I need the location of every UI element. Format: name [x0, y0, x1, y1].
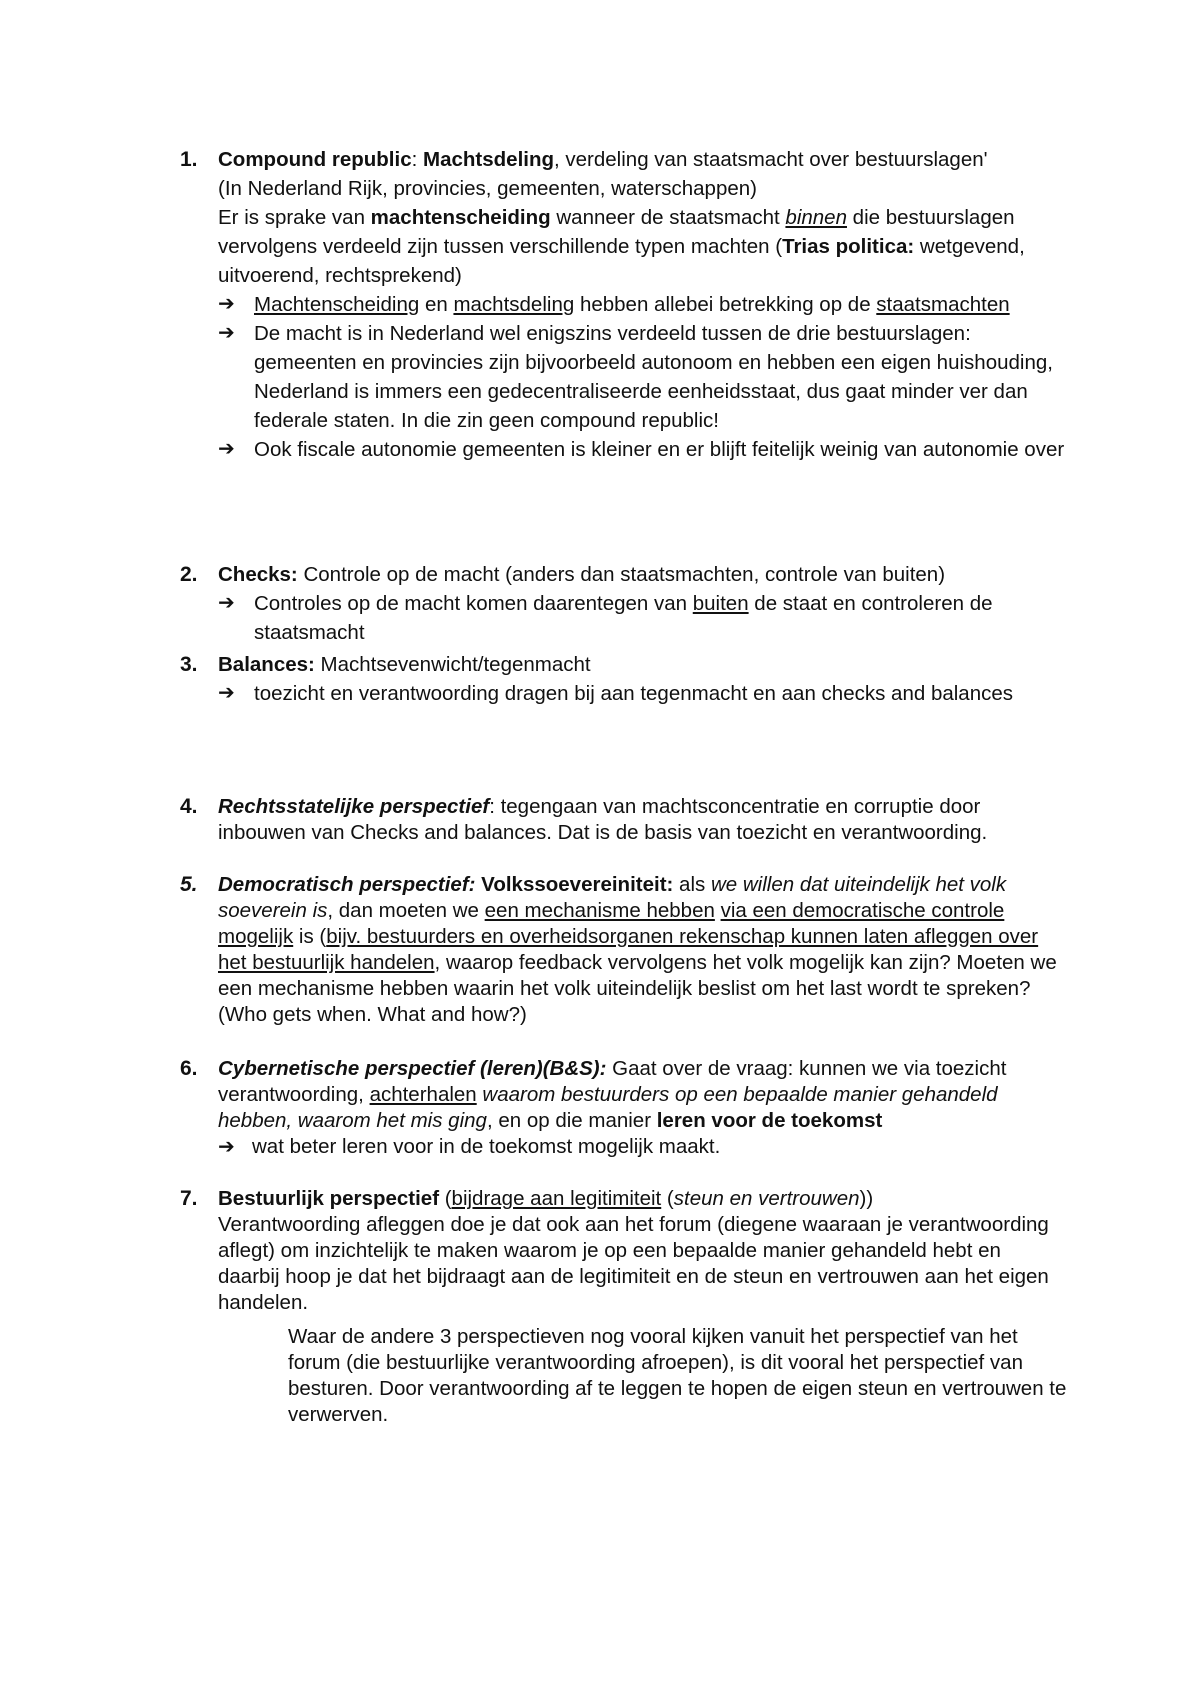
term-bestuurlijk-perspectief: Bestuurlijk perspectief — [218, 1187, 440, 1210]
text: : tegengaan van machtsconcentratie en corruptie door inbouwen van Checks and balances. Dat is de basis van toezicht en verantwoording. — [218, 795, 988, 844]
text: toezicht en verantwoording dragen bij aan tegenmacht en aan checks and balances — [254, 682, 1014, 705]
text: , dan moeten we — [327, 899, 485, 922]
arrow-right-icon: ➔ — [218, 1136, 235, 1158]
text: buiten — [692, 592, 749, 615]
item-number: 6. — [180, 1057, 198, 1080]
text: bijv. bestuurders en overheidsorganen rekenschap kunnen laten afleggen over het bestuurlijk handelen — [218, 925, 1039, 974]
text: )) — [859, 1187, 874, 1210]
item-7-heading — [218, 1186, 1068, 1212]
arrow-bullet — [218, 290, 1068, 319]
term-leren-voor-de-toekomst: leren voor de toekomst — [656, 1109, 883, 1132]
item-1-text: , verdeling van staatsmacht over bestuurslagen' — [554, 148, 988, 171]
text: ( — [661, 1187, 674, 1210]
text: , en op die manier — [486, 1109, 657, 1132]
term-trias-politica: Trias politica: — [782, 235, 915, 258]
item-1-line-2: (In Nederland Rijk, provincies, gemeenten, waterschappen) — [218, 177, 757, 200]
item-7-paragraph: Verantwoording afleggen doe je dat ook aan het forum (diegene waaraan je verantwoording aflegt) om inzichtelijk te maken waarom je op een bepaalde manier gehandeld hebt en daarbij hoop je dat het bijdraagt aan de legitimiteit en de steun en vertrouwen aan het eigen handelen. — [218, 1213, 1049, 1314]
text: via een democratische controle mogelijk — [218, 899, 1005, 948]
text: de staat en controleren de staatsmacht — [254, 592, 993, 644]
item-6-text — [218, 1056, 1068, 1134]
text: die bestuurslagen vervolgens verdeeld zijn tussen verschillende typen machten ( — [218, 206, 1015, 258]
item-3-heading — [218, 650, 1068, 679]
arrow-bullet — [218, 435, 1068, 464]
arrow-bullet — [218, 589, 1068, 647]
item-4-text — [218, 794, 1068, 846]
text: hebben allebei betrekking op de — [574, 293, 877, 316]
text: wanneer de staatsmacht — [550, 206, 786, 229]
arrow-right-icon: ➔ — [218, 592, 235, 614]
text: De macht is in Nederland wel enigszins verdeeld tussen de drie bestuurslagen: gemeenten en provincies zijn bijvoorbeeld autonoom en hebben een eigen huishouding, Nederland is immers een gedecentraliseerde eenheidsstaat, dus gaat minder ver dan federale staten. In die zin geen compound republic! — [254, 322, 1053, 432]
text: bijdrage aan legitimiteit — [451, 1187, 662, 1210]
text: is ( — [293, 925, 327, 948]
list-item-2 — [180, 560, 1068, 647]
text: Controles op de macht komen daarentegen van — [254, 592, 693, 615]
term-democratisch-perspectief: Democratisch perspectief — [218, 873, 469, 896]
text: machtsdeling — [453, 293, 575, 316]
arrow-right-icon: ➔ — [218, 438, 235, 460]
text: Machtsevenwicht/tegenmacht — [314, 653, 591, 676]
item-number: 5. — [180, 873, 198, 896]
term-volkssoevereiniteit: Volkssoevereiniteit: — [475, 873, 674, 896]
list-item-5 — [180, 872, 1068, 1028]
text: en — [419, 293, 454, 316]
arrow-bullet — [218, 1134, 1068, 1160]
text: waarom bestuurders op een bepaalde manier gehandeld hebben, waarom het mis ging — [218, 1083, 998, 1132]
arrow-bullet — [218, 679, 1068, 708]
text: achterhalen — [369, 1083, 477, 1106]
text: Machtenscheiding — [254, 293, 420, 316]
item-number: 1. — [180, 148, 198, 171]
colon: : — [468, 873, 476, 896]
item-1-paragraph — [218, 203, 1068, 290]
list-item-7 — [180, 1186, 1068, 1428]
term-compound-republic: Compound republic — [218, 148, 412, 171]
term-checks: Checks: — [218, 563, 298, 586]
text: wetgevend, uitvoerend, rechtsprekend) — [218, 235, 1025, 287]
term-rechtsstatelijke-perspectief: Rechtsstatelijke perspectief — [218, 795, 490, 818]
text: wat beter leren voor in de toekomst mogelijk maakt. — [252, 1135, 721, 1158]
item-number: 7. — [180, 1187, 198, 1210]
text: een mechanisme hebben — [484, 899, 715, 922]
text: Ook fiscale autonomie gemeenten is kleiner en er blijft feitelijk weinig van autonomie over — [254, 438, 1065, 461]
text: als — [673, 873, 711, 896]
item-7-indented-paragraph: Waar de andere 3 perspectieven nog vooral kijken vanuit het perspectief van het forum (die bestuurlijke verantwoording afroepen), is dit vooral het perspectief van besturen. Door verantwoording af te leggen te hopen de eigen steun en vertrouwen te verwerven. — [288, 1325, 1067, 1426]
text: staatsmachten — [876, 293, 1010, 316]
item-1-heading — [218, 145, 1068, 174]
arrow-right-icon: ➔ — [218, 682, 235, 704]
text: Controle op de macht (anders dan staatsmachten, controle van buiten) — [297, 563, 946, 586]
term-cybernetische-perspectief: Cybernetische perspectief (leren)(B&S): — [218, 1057, 607, 1080]
arrow-right-icon: ➔ — [218, 293, 235, 315]
text: ( — [439, 1187, 452, 1210]
list-item-6 — [180, 1056, 1068, 1160]
text: Er is sprake van — [218, 206, 371, 229]
text: , waarop feedback vervolgens het volk mogelijk kan zijn? Moeten we een mechanisme hebben waarin het volk uiteindelijk beslist om het last wordt te spreken? (Who gets when. What and how?) — [218, 951, 1057, 1026]
text: Gaat over de vraag: kunnen we via toezicht verantwoording, — [218, 1057, 1007, 1106]
term-balances: Balances: — [218, 653, 315, 676]
colon: : — [411, 148, 424, 171]
arrow-bullet — [218, 319, 1068, 435]
term-machtsdeling: Machtsdeling — [423, 148, 555, 171]
item-5-text — [218, 872, 1068, 1028]
item-2-heading — [218, 560, 1068, 589]
text: steun en vertrouwen — [673, 1187, 860, 1210]
item-number: 2. — [180, 563, 198, 586]
term-machtenscheiding: machtenscheiding — [370, 206, 551, 229]
list-item-3 — [180, 650, 1068, 708]
emphasis-binnen: binnen — [785, 206, 847, 229]
item-number: 3. — [180, 653, 198, 676]
item-number: 4. — [180, 795, 198, 818]
list-item-1 — [180, 145, 1068, 464]
list-item-4 — [180, 794, 1068, 846]
text: we willen dat uiteindelijk het volk soeverein is — [218, 873, 1007, 922]
arrow-right-icon: ➔ — [218, 322, 235, 344]
